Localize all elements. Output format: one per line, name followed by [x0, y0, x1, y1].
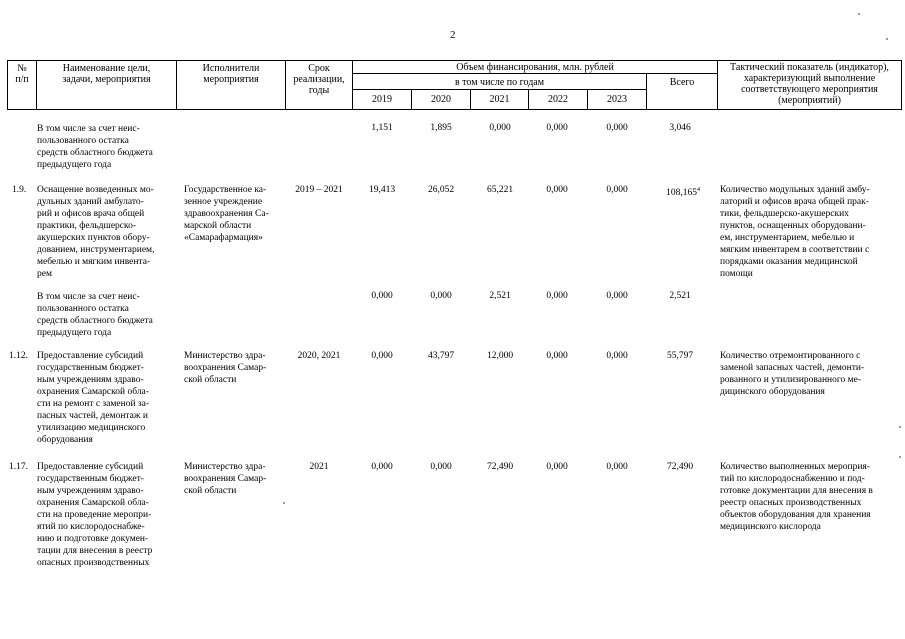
row-value-2023: 0,000 [606, 291, 628, 301]
row-indicator: Количество модульных зданий амбу- латорий и офисов врача общей прак- тики, фельдшерско-акушерских пунктов, оснащенных оборудовани- ем, инструментарием, мебелью и мягким инвентарем в соответствии с порядками оказания медицинской помощи [720, 185, 870, 279]
row-name: В том числе за счет неис- пользованного остатка средств областного бюджета предыдущего года [37, 292, 153, 338]
row-number: 1.9. [12, 185, 27, 195]
row-executor: Государственное ка- зенное учреждение здравоохранения Са- марской области «Самарафармация» [184, 185, 269, 243]
scan-speck [899, 426, 901, 428]
row-name: В том числе за счет неис- пользованного остатка средств областного бюджета предыдущего года [37, 124, 153, 170]
row-number: 1.12. [9, 351, 28, 361]
page-number: 2 [450, 29, 456, 41]
scan-speck [283, 502, 285, 504]
row-value-2022: 0,000 [546, 351, 568, 361]
row-value-2022: 0,000 [546, 462, 568, 472]
row-total: 3,046 [669, 123, 691, 133]
header-top-border [7, 60, 902, 61]
row-value-2022: 0,000 [546, 185, 568, 195]
row-name: Предоставление субсидий государственным бюджет- ным учреждениям здраво- охранения Самарской обла- сти на проведение меропри- ятий по кислородоснабже- нию и подготовке докумен- тации для внесения в реестр опасных производственных [37, 462, 153, 568]
header-indicator: Тактический показатель (индикатор), характеризующий выполнение соответствующего мероприятия (мероприятий) [730, 62, 889, 106]
header-total: Всего [669, 77, 695, 88]
header-finance: Объем финансирования, млн. рублей [456, 62, 614, 73]
header-bottom-border [7, 109, 902, 110]
row-total: 2,521 [669, 291, 691, 301]
row-value-2023: 0,000 [606, 123, 628, 133]
row-number: 1.17. [9, 462, 28, 472]
row-value-2022: 0,000 [546, 123, 568, 133]
scan-speck [886, 38, 888, 40]
row-executor: Министерство здра- воохранения Самар- ской области [184, 462, 267, 496]
row-name: Предоставление субсидий государственным бюджет- ным учреждениям здраво- охранения Самарской обла- сти на ремонт с заменой за- пасных частей, демонтаж и утилизацию медицинского оборудования [37, 351, 150, 445]
row-value-2019: 19,413 [368, 185, 396, 195]
row-total: 72,490 [666, 462, 694, 472]
row-value-2021: 2,521 [489, 291, 511, 301]
row-value-2023: 0,000 [606, 462, 628, 472]
row-indicator: Количество выполненных мероприя- тий по кислородоснабжению и под- готовке документации для внесения в реестр опасных производственных объектов оборудования для хранения медицинского кислорода [720, 462, 873, 532]
row-term: 2021 [309, 462, 329, 472]
row-value-2020: 26,052 [427, 185, 455, 195]
row-value-2019: 0,000 [371, 462, 393, 472]
scan-speck [899, 456, 901, 458]
row-value-2019: 1,151 [371, 123, 393, 133]
row-value-2022: 0,000 [546, 291, 568, 301]
row-total [652, 184, 714, 199]
row-value-2023: 0,000 [606, 185, 628, 195]
row-term: 2019 – 2021 [295, 185, 343, 195]
row-total-value: 108,165 [666, 188, 697, 199]
row-total: 55,797 [666, 351, 694, 361]
row-indicator: Количество отремонтированного с заменой запасных частей, демонти- рованного и утилизированного ме- дицинского оборудования [720, 351, 865, 397]
row-value-2020: 43,797 [427, 351, 455, 361]
row-value-2023: 0,000 [606, 351, 628, 361]
header-term: Срок реализации, годы [293, 63, 345, 96]
header-year-2021: 2021 [489, 94, 510, 105]
col-border [901, 60, 902, 110]
header-name: Наименование цели, задачи, мероприятия [62, 63, 151, 85]
table-header [7, 60, 902, 110]
row-value-2019: 0,000 [371, 291, 393, 301]
row-value-2019: 0,000 [371, 351, 393, 361]
row-value-2020: 0,000 [430, 462, 452, 472]
row-value-2021: 0,000 [489, 123, 511, 133]
header-by-years: в том числе по годам [454, 77, 545, 88]
row-value-2020: 0,000 [430, 291, 452, 301]
header-year-2019: 2019 [372, 94, 392, 105]
header-year-2023: 2023 [607, 94, 627, 105]
scan-speck [858, 13, 860, 15]
header-year-2020: 2020 [431, 94, 451, 105]
row-value-2021: 65,221 [486, 185, 514, 195]
years-subdivider [352, 89, 646, 90]
row-executor: Министерство здра- воохранения Самар- ской области [184, 351, 267, 385]
header-no: № п/п [15, 63, 29, 85]
row-value-2021: 12,000 [486, 351, 514, 361]
finance-subdivider [352, 73, 717, 74]
footnote-mark: 4 [696, 187, 700, 193]
row-term: 2020, 2021 [297, 351, 341, 361]
header-year-2022: 2022 [548, 94, 568, 105]
header-executors: Исполнители мероприятия [202, 63, 260, 85]
row-name: Оснащение возведенных мо- дульных зданий амбулато- рий и офисов врача общей практики, фельдшерско- акушерских пунктов обору- дованием, инструментарием, мебелью и мягким инвента- рем [37, 185, 155, 279]
row-value-2020: 1,895 [430, 123, 452, 133]
row-value-2021: 72,490 [486, 462, 514, 472]
